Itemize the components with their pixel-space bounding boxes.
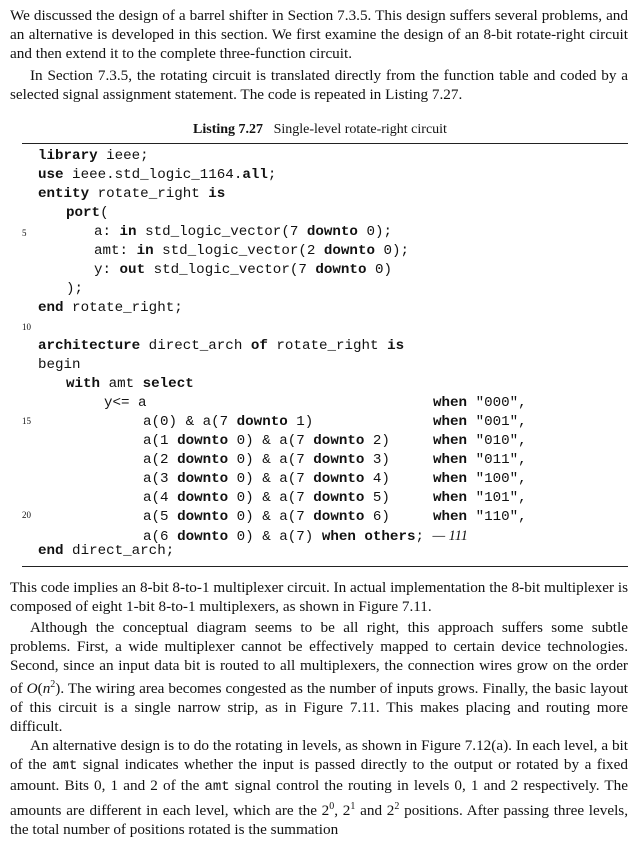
when-clause-001: when "001",: [433, 414, 527, 430]
code-line-9: end rotate_right;: [38, 300, 183, 316]
line-number-20: 20: [22, 510, 31, 520]
code-line-4: port(: [66, 205, 109, 221]
code-line-15: a(0) & a(7 downto 1): [143, 414, 314, 430]
code-line-1: library ieee;: [38, 148, 149, 164]
body-paragraph-2: Although the conceptual diagram seems to be all right, this approach suffers some subtle problems. First, a wide multiplexer cannot be effectively mapped to certain device technologies. Second, since an input data bit is routed to all multiplexers, the connection wires grow on the order of $O(n^2)$. The wiring area becomes congested as the number of inputs grows. Finally, the basic layout of this circuit is a single narrow strip, as in Figure 7.11. This makes placing and routing more difficult.: [10, 619, 629, 736]
listing-caption: [0, 122, 640, 138]
code-line-22: end direct_arch;: [38, 543, 175, 559]
code-line-17: a(2 downto 0) & a(7 downto 3): [143, 452, 390, 468]
code-line-6: amt: in std_logic_vector(2 downto 0);: [94, 243, 410, 259]
code-line-18: a(3 downto 0) & a(7 downto 4): [143, 471, 390, 487]
code-line-2: use ieee.std_logic_1164.all;: [38, 167, 277, 183]
code-line-7: y: out std_logic_vector(7 downto 0): [94, 262, 393, 278]
body-paragraph-3: An alternative design is to do the rotating in levels, as shown in Figure 7.12(a). In each level, a bit of the amt signal indicates whether the input is passed directly to the output or rotated by a fixed amount. Bits 0, 1 and 2 of the amt signal control the routing in levels 0, 1 and 2 respectively. The amounts are different in each level, which are the $2^0$, $2^1$ and $2^2$ positions. After passing three levels, the total number of positions rotated is the summation: [10, 737, 629, 839]
when-clause-101: when "101",: [433, 490, 527, 506]
code-line-12: begin: [38, 357, 81, 373]
code-line-5: a: in std_logic_vector(7 downto 0);: [94, 224, 393, 240]
intro-paragraph-2: In Section 7.3.5, the rotating circuit is translated directly from the function table and coded by a selected signal assignment statement. The code is repeated in Listing 7.27.: [10, 67, 628, 103]
code-line-21: a(6 downto 0) & a(7) when others; — 111: [143, 528, 468, 545]
code-line-3: entity rotate_right is: [38, 186, 226, 202]
listing-label: Listing 7.27: [193, 122, 264, 137]
when-clause-100: when "100",: [433, 471, 527, 487]
when-clause-000: when "000",: [433, 395, 527, 411]
code-line-16: a(1 downto 0) & a(7 downto 2): [143, 433, 390, 449]
line-number-5: 5: [22, 228, 27, 238]
listing-bottom-rule: [22, 566, 628, 567]
when-clause-110: when "110",: [433, 509, 527, 525]
body-paragraph-1: This code implies an 8-bit 8-to-1 multiplexer circuit. In actual implementation the 8-bit multiplexer is composed of eight 1-bit 8-to-1 multiplexers, as shown in Figure 7.11.: [10, 579, 628, 615]
line-number-10: 10: [22, 322, 31, 332]
code-line-14: y<= a: [104, 395, 147, 411]
line-number-15: 15: [22, 416, 31, 426]
code-line-20: a(5 downto 0) & a(7 downto 6): [143, 509, 390, 525]
intro-paragraph-1: We discussed the design of a barrel shifter in Section 7.3.5. This design suffers several problems, and an alternative is developed in this section. We first examine the design of an 8-bit rotate-right circuit and then extend it to the complete three-function circuit.: [10, 7, 628, 62]
when-clause-010: when "010",: [433, 433, 527, 449]
code-line-11: architecture direct_arch of rotate_right is: [38, 338, 405, 354]
code-line-13: with amt select: [66, 376, 194, 392]
code-line-19: a(4 downto 0) & a(7 downto 5): [143, 490, 390, 506]
when-clause-011: when "011",: [433, 452, 527, 468]
listing-title: Single-level rotate-right circuit: [273, 122, 447, 137]
code-line-8: );: [66, 281, 84, 297]
listing-top-rule: [22, 143, 628, 144]
